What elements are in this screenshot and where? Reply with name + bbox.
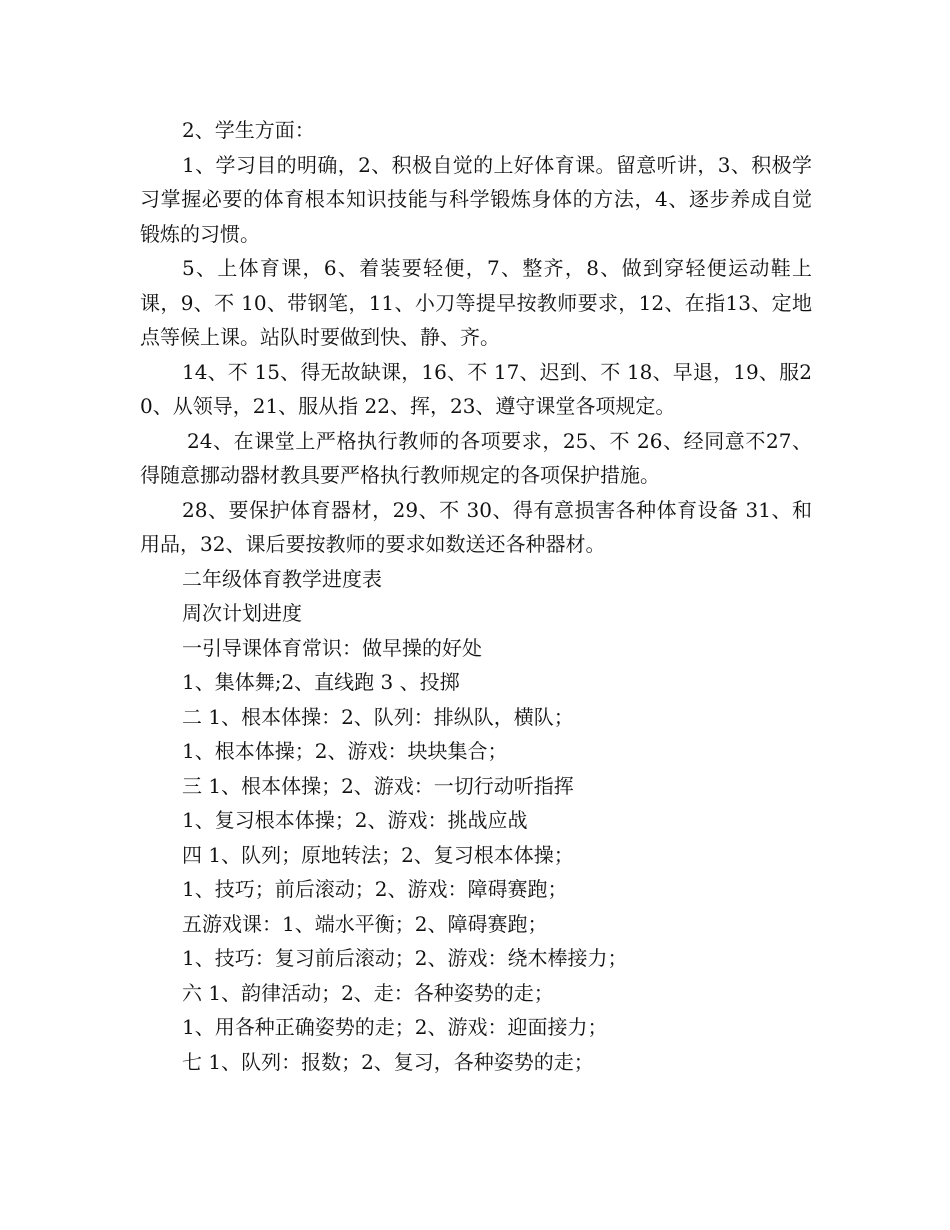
paragraph-student-aspect-heading: 2、学生方面： — [182, 118, 315, 142]
paragraph-equipment-safety: 24、在课堂上严格执行教师的各项要求，25、不 26、经同意不27、得随意挪动器材教具要严格执行教师规定的各项保护措施。 — [140, 428, 812, 487]
document-body — [140, 113, 812, 1079]
schedule-line: 1、根本体操；2、游戏：块块集合； — [182, 739, 508, 763]
paragraph-class-attire: 5、上体育课，6、着装要轻便，7、整齐，8、做到穿轻便运动鞋上课，9、不 10、带钢笔，11、小刀等提早按教师要求，12、在指13、定地点等候上课。站队时要做到快、静、齐。 — [140, 256, 812, 349]
schedule-line: 1、集体舞;2、直线跑 3 、投掷 — [182, 670, 460, 694]
schedule-header: 周次计划进度 — [182, 601, 302, 625]
schedule-line: 1、用各种正确姿势的走；2、游戏：迎面接力； — [182, 1015, 608, 1039]
paragraph-attendance-rules: 14、不 15、得无故缺课，16、不 17、迟到、不 18、早退，19、服20、从领导，21、服从指 22、挥，23、遵守课堂各项规定。 — [140, 359, 812, 418]
schedule-title: 二年级体育教学进度表 — [182, 566, 382, 591]
schedule-line: 一引导课体育常识：做早操的好处 — [182, 635, 482, 660]
schedule-line: 二 1、根本体操：2、队列：排纵队，横队； — [182, 704, 574, 729]
schedule-line: 五游戏课：1、端水平衡；2、障碍赛跑； — [182, 911, 548, 936]
schedule-line: 七 1、队列：报数；2、复习，各种姿势的走； — [182, 1049, 594, 1074]
schedule-line: 1、技巧：复习前后滚动；2、游戏：绕木棒接力； — [182, 946, 628, 970]
schedule-line: 三 1、根本体操；2、游戏：一切行动听指挥 — [182, 773, 574, 798]
schedule-line: 1、复习根本体操；2、游戏：挑战应战 — [182, 808, 528, 832]
paragraph-equipment-care: 28、要保护体育器材，29、不 30、得有意损害各种体育设备 31、和用品，32、课后要按教师的要求如数送还各种器材。 — [140, 497, 812, 556]
paragraph-learning-goals: 1、学习目的明确，2、积极自觉的上好体育课。留意听讲，3、积极学习掌握必要的体育根本知识技能与科学锻炼身体的方法，4、逐步养成自觉锻炼的习惯。 — [140, 152, 812, 246]
schedule-line: 1、技巧；前后滚动；2、游戏：障碍赛跑； — [182, 877, 568, 901]
schedule-line: 四 1、队列；原地转法；2、复习根本体操； — [182, 842, 574, 867]
schedule-line: 六 1、韵律活动；2、走：各种姿势的走； — [182, 980, 554, 1005]
